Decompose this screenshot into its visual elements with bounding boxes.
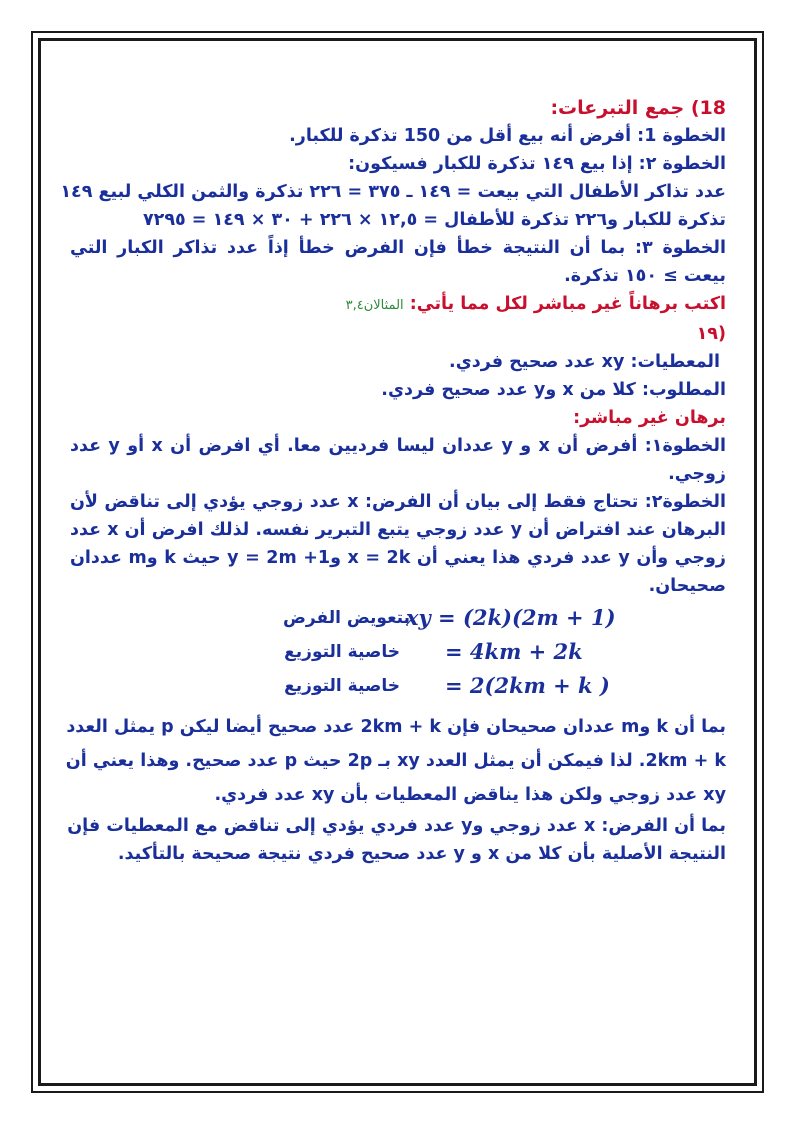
equation-reason-1: بتعويض الفرض [283,608,410,628]
equation-row-3 [70,672,726,706]
problem-18-step-3-line-2: بيعت ≥ ١٥٠ تذكرة. [564,266,726,286]
proof-step-2-line-1: الخطوة٢: تحتاج فقط إلى بيان أن الفرض: x عدد زوجي يؤدي إلى تناقض لأن [70,492,726,512]
problem-19-required: المطلوب: كلا من x وy عدد صحيح فردي. [381,380,726,400]
instruction-reference: المثالان٣,٤ [345,298,404,313]
problem-18-step-3-line-1: الخطوة ٣: بما أن النتيجة خطأ فإن الفرض خطأ إذاً عدد تذاكر الكبار التي [70,238,726,258]
equation-expr-3: = 2(2km + k ) [445,673,610,698]
proof-step-1-line-1: الخطوة١: أفرض أن x و y عددان ليسا فرديين معا. أي افرض أن x أو y عدد [70,436,726,456]
proof-step-2-line-3: زوجي وأن y عدد فردي هذا يعني أن x = 2k وy = 2m +1 حيث k وm عددان [70,548,726,568]
instruction-line [70,290,726,320]
conclusion-line-1: بما أن k وm عددان صحيحان فإن 2km + k عدد صحيح أيضا ليكن p يمثل العدد [66,717,726,737]
conclusion-line-3: xy عدد زوجي ولكن هذا يناقض المعطيات بأن xy عدد فردي. [214,785,726,805]
proof-heading: برهان غير مباشر: [573,408,726,428]
final-line-2: النتيجة الأصلية بأن كلا من x و y عدد صحيح فردي نتيجة صحيحة بالتأكيد. [117,844,726,864]
equation-expr-2: = 4km + 2k [445,639,583,664]
conclusion-line-2: 2km + k. لذا فيمكن أن يمثل العدد xy بـ 2p حيث p عدد صحيح. وهذا يعني أن [65,751,726,771]
equation-reason-3: خاصية التوزيع [284,676,400,696]
equation-row-1 [70,604,726,638]
proof-step-2-line-4: صحيحان. [648,576,726,596]
problem-19-given: المعطيات: xy عدد صحيح فردي. [449,352,720,372]
problem-18-calc-line-1: عدد تذاكر الأطفال التي بيعت = ١٤٩ ـ ٣٧٥ = ٢٢٦ تذكرة والثمن الكلي لبيع ١٤٩ [60,182,726,202]
equation-row-2 [70,638,726,672]
proof-step-1-line-2: زوجي. [668,464,726,484]
instruction-text: اكتب برهاناً غير مباشر لكل مما يأتي: [409,294,726,314]
equation-expr-1: xy = (2k)(2m + 1) [406,605,616,630]
problem-18-step-1: الخطوة 1: أفرض أنه بيع أقل من 150 تذكرة للكبار. [289,126,726,146]
proof-step-2-line-2: البرهان عند افتراض أن y عدد زوجي يتبع التبرير نفسه. لذلك افرض أن x عدد [70,520,727,540]
document-body [60,94,727,868]
problem-18-calc-line-2: تذكرة للكبار و٢٢٦ تذكرة للأطفال = ١٢,٥ × ٢٢٦ + ٣٠ × ١٤٩ = ٧٢٩٥ [142,210,726,230]
final-line-1: بما أن الفرض: x عدد زوجي وy عدد فردي يؤدي إلى تناقض مع المعطيات فإن [67,816,726,836]
equation-reason-2: خاصية التوزيع [284,642,400,662]
problem-19-number: (١٩ [696,324,726,344]
problem-18-step-2: الخطوة ٢: إذا بيع ١٤٩ تذكرة للكبار فسيكون: [348,154,726,174]
problem-18-title: 18) جمع التبرعات: [550,97,726,119]
